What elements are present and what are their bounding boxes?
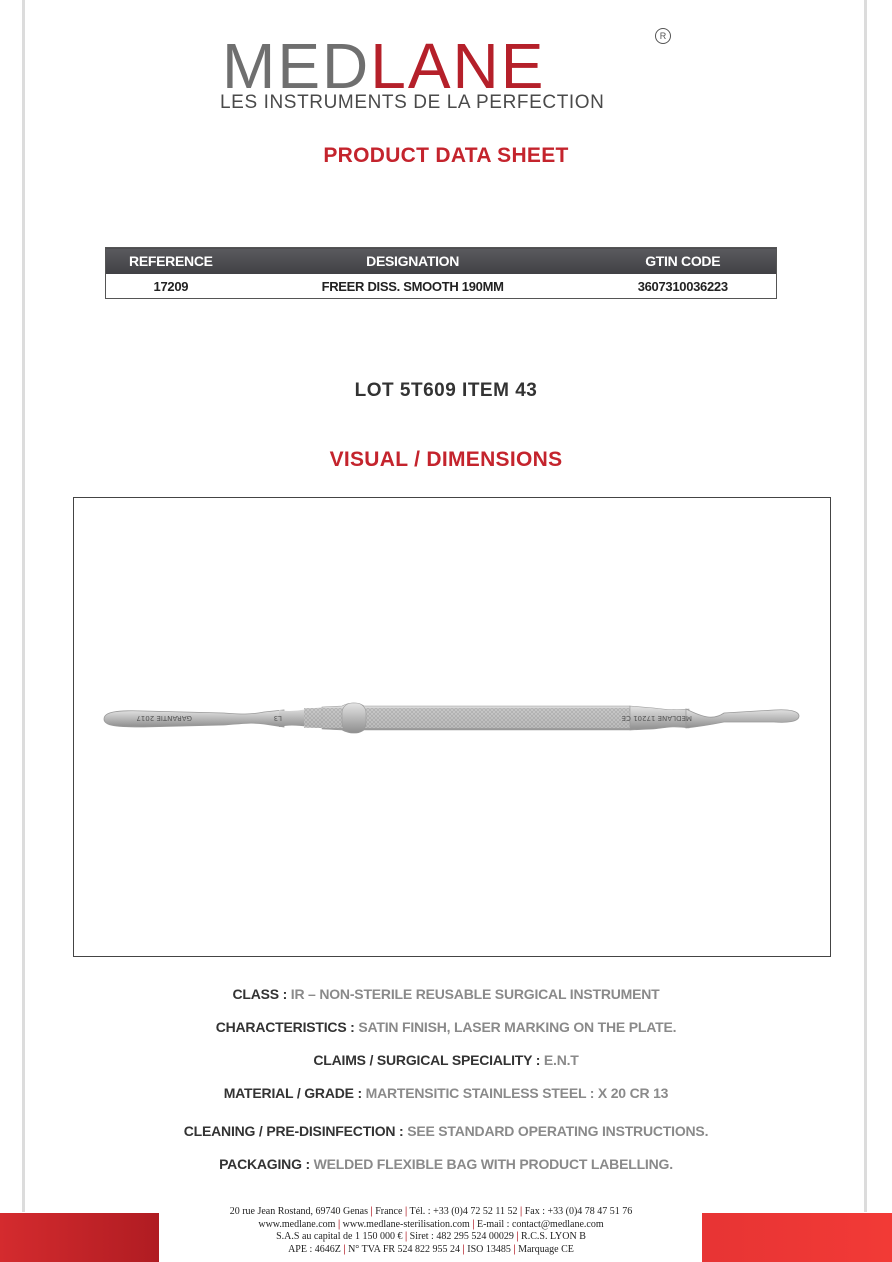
footer-contact: [160, 1206, 702, 1256]
marking-right: MEDLANE 17201 CE: [621, 714, 692, 722]
spec-material: MATERIAL / GRADE : MARTENSITIC STAINLESS STEEL : X 20 CR 13: [223, 1085, 669, 1101]
visual-dimensions-title: VISUAL / DIMENSIONS: [329, 448, 563, 471]
logo-tagline: LES INSTRUMENTS DE LA PERFECTION: [220, 92, 605, 113]
website-link[interactable]: www.medlane.com: [258, 1218, 336, 1230]
footer-line-company: S.A.S au capital de 1 150 000 € | Siret : 482 295 524 00029 | R.C.S. LYON B: [276, 1231, 586, 1242]
medlane-logo: [0, 18, 892, 118]
logo-text-red: LANE: [370, 30, 546, 102]
sterilisation-website-link[interactable]: www.medlane-sterilisation.com: [342, 1218, 470, 1230]
footer-bar-left: [0, 1213, 159, 1262]
footer-line-registration: APE : 4646Z | N° TVA FR 524 822 955 24 | ISO 13485 | Marquage CE: [288, 1243, 574, 1255]
email-link[interactable]: E-mail : contact@medlane.com: [476, 1218, 604, 1230]
cell-gtin: 3607310036223: [637, 278, 728, 294]
reference-table-header: [106, 248, 777, 275]
reference-table: [105, 247, 777, 299]
right-blade: [686, 709, 799, 728]
header-reference: REFERENCE: [106, 248, 236, 275]
handle-ring: [342, 703, 366, 733]
logo-wordmark: [222, 30, 546, 102]
marking-left: GARANTIE 2017: [136, 714, 192, 722]
cell-designation: FREER DISS. SMOOTH 190MM: [321, 278, 504, 294]
header-gtin: GTIN CODE: [589, 248, 776, 275]
lot-number: LOT 5T609 ITEM 43: [354, 380, 538, 401]
spec-claims: CLAIMS / SURGICAL SPECIALITY : E.N.T: [313, 1052, 579, 1068]
spec-cleaning: CLEANING / PRE-DISINFECTION : SEE STANDARD OPERATING INSTRUCTIONS.: [183, 1123, 709, 1139]
left-blade: [104, 710, 284, 727]
spec-packaging: PACKAGING : WELDED FLEXIBLE BAG WITH PRODUCT LABELLING.: [219, 1156, 673, 1172]
table-row: [106, 274, 777, 299]
spec-class: CLASS : IR – NON-STERILE REUSABLE SURGICAL INSTRUMENT: [232, 986, 660, 1002]
footer-line-web: www.medlane.com | www.medlane-sterilisation.com | E-mail : contact@medlane.com: [258, 1218, 604, 1230]
marking-middle: L3: [273, 714, 282, 722]
footer-bar-right: [702, 1213, 892, 1262]
cell-reference: 17209: [153, 278, 189, 294]
footer-line-address: 20 rue Jean Rostand, 69740 Genas | France | Tél. : +33 (0)4 72 52 11 52 | Fax : +33 (0)4 78 47 51 76: [229, 1206, 633, 1217]
instrument-image: [74, 498, 830, 956]
spec-characteristics: CHARACTERISTICS : SATIN FINISH, LASER MARKING ON THE PLATE.: [215, 1019, 677, 1035]
header-designation: DESIGNATION: [236, 248, 590, 275]
registered-trademark-icon: R: [655, 28, 671, 44]
product-visual-frame: [73, 497, 831, 957]
logo-text-grey: MED: [222, 30, 371, 102]
product-data-sheet-title: PRODUCT DATA SHEET: [323, 144, 569, 167]
